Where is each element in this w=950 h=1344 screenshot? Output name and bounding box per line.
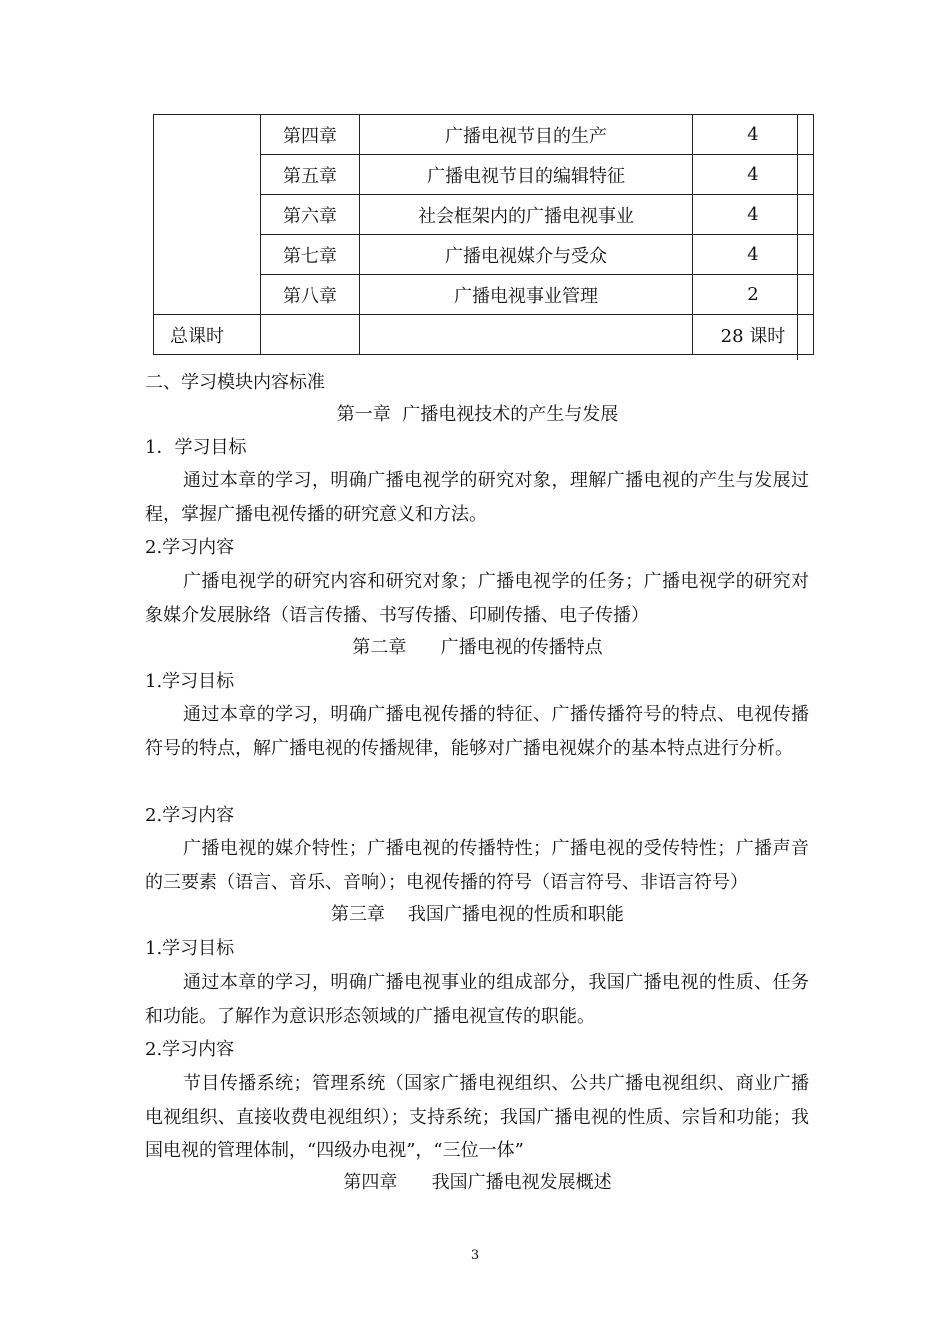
section-heading: 二、学习模块内容标准 xyxy=(145,372,325,393)
content-label: 2.学习内容 xyxy=(145,1039,235,1060)
hours-cell: 4 xyxy=(693,195,814,235)
course-hours-table xyxy=(153,114,814,355)
content-paragraph: 节目传播系统；管理系统（国家广播电视组织、公共广播电视组织、商业广播电视组织、直接收费电视组织）；支持系统；我国广播电视的性质、宗旨和功能；我国电视的管理体制，“四级办电视”，“三位一体” xyxy=(145,1073,809,1161)
table-cell-empty xyxy=(154,115,261,315)
table-double-border xyxy=(797,114,798,360)
table-total-row xyxy=(154,315,814,355)
content-label: 2.学习内容 xyxy=(145,805,235,826)
chapter-title-cell: 广播电视事业管理 xyxy=(360,275,693,315)
table-row xyxy=(154,115,814,155)
chapter-heading: 第三章 我国广播电视的性质和职能 xyxy=(331,904,624,925)
table-cell-empty xyxy=(261,315,360,355)
hours-cell: 4 xyxy=(693,115,814,155)
chapter-cell: 第八章 xyxy=(261,275,360,315)
goal-label: 1.学习目标 xyxy=(145,671,235,692)
goal-paragraph: 通过本章的学习，明确广播电视学的研究对象，理解广播电视的产生与发展过程，掌握广播电视传播的研究意义和方法。 xyxy=(145,470,809,525)
chapter-cell: 第四章 xyxy=(261,115,360,155)
chapter-heading: 第二章 广播电视的传播特点 xyxy=(352,637,603,658)
content-paragraph: 广播电视学的研究内容和研究对象；广播电视学的任务；广播电视学的研究对象媒介发展脉络（语言传播、书写传播、印刷传播、电子传播） xyxy=(145,571,809,626)
chapter-title-cell: 广播电视节目的生产 xyxy=(360,115,693,155)
chapter-cell: 第六章 xyxy=(261,195,360,235)
content-label: 2.学习内容 xyxy=(145,537,235,558)
goal-label: 1．学习目标 xyxy=(145,437,247,458)
chapter-heading: 第一章 广播电视技术的产生与发展 xyxy=(336,404,619,425)
hours-cell: 2 xyxy=(693,275,814,315)
table-cell-empty xyxy=(360,315,693,355)
page-number: 3 xyxy=(470,1248,480,1263)
chapter-title-cell: 广播电视媒介与受众 xyxy=(360,235,693,275)
total-hours-cell: 28 课时 xyxy=(693,315,814,355)
chapter-heading: 第四章 我国广播电视发展概述 xyxy=(343,1172,612,1193)
chapter-cell: 第七章 xyxy=(261,235,360,275)
total-label-cell: 总课时 xyxy=(154,315,261,355)
chapter-title-cell: 广播电视节目的编辑特征 xyxy=(360,155,693,195)
hours-cell: 4 xyxy=(693,235,814,275)
goal-label: 1.学习目标 xyxy=(145,938,235,959)
goal-paragraph: 通过本章的学习，明确广播电视传播的特征、广播传播符号的特点、电视传播符号的特点，解广播电视的传播规律，能够对广播电视媒介的基本特点进行分析。 xyxy=(145,704,809,759)
content-paragraph: 广播电视的媒介特性；广播电视的传播特性；广播电视的受传特性；广播声音的三要素（语言、音乐、音响）；电视传播的符号（语言符号、非语言符号） xyxy=(145,838,809,893)
chapter-title-cell: 社会框架内的广播电视事业 xyxy=(360,195,693,235)
chapter-cell: 第五章 xyxy=(261,155,360,195)
goal-paragraph: 通过本章的学习，明确广播电视事业的组成部分，我国广播电视的性质、任务和功能。了解作为意识形态领域的广播电视宣传的职能。 xyxy=(145,972,809,1027)
hours-cell: 4 xyxy=(693,155,814,195)
